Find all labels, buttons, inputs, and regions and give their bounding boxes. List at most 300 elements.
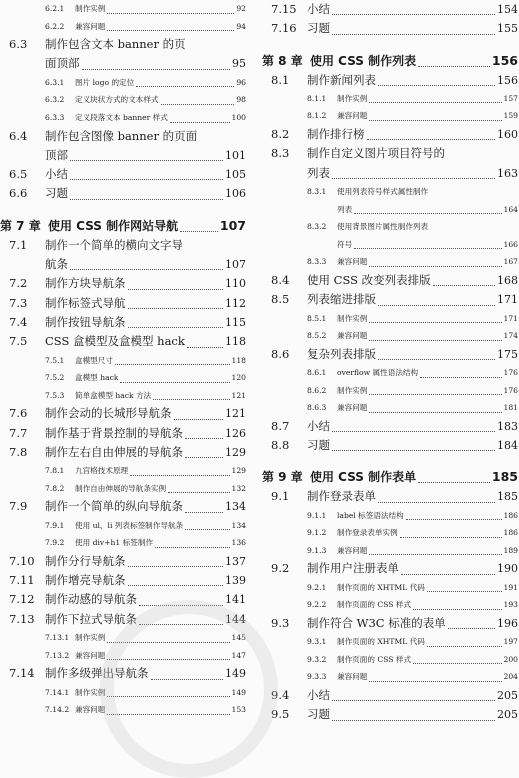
page-number: 156	[491, 52, 518, 68]
entry-title: 制作页面的 XHTML 代码	[337, 637, 425, 647]
toc-section-entry[interactable]	[0, 313, 246, 332]
toc-sub-entry[interactable]	[0, 647, 246, 665]
toc-section-entry[interactable]	[0, 610, 246, 629]
page-number: 159	[503, 111, 518, 121]
dot-leader	[136, 86, 234, 87]
dot-leader	[107, 659, 229, 660]
page-number: 92	[236, 4, 246, 13]
entry-title: 制作一个简单的横向文字导	[45, 237, 183, 252]
entry-title: 制作下拉式导航条	[45, 611, 137, 626]
dot-leader	[107, 714, 229, 715]
entry-title: 复杂列表排版	[307, 346, 376, 361]
toc-section-entry[interactable]	[262, 436, 518, 455]
entry-title: 兼容问题	[337, 545, 368, 555]
page-number: 126	[225, 426, 246, 440]
entry-number: 7.15	[271, 2, 297, 16]
dot-leader	[70, 269, 223, 270]
page-number: 95	[232, 57, 246, 71]
entry-title: 简单盒模型 hack 方法	[75, 390, 152, 400]
entry-title: 制作包含文本 banner 的页	[45, 37, 186, 52]
toc-section-entry[interactable]	[0, 35, 246, 54]
entry-number: 6.2.1	[45, 4, 65, 13]
entry-number: 6.3.1	[45, 77, 65, 87]
dot-leader	[418, 482, 490, 483]
toc-sub-entry[interactable]	[262, 596, 518, 614]
entry-number: 9.5	[271, 707, 290, 722]
page-number: 184	[497, 439, 518, 453]
page-number: 176	[503, 385, 518, 395]
toc-section-entry[interactable]	[262, 686, 518, 705]
toc-sub-entry[interactable]	[262, 651, 518, 669]
entry-title: 制作实例	[337, 93, 368, 103]
entry-title: 制作左右自由伸展的导航条	[45, 444, 183, 459]
dot-leader	[401, 574, 495, 575]
entry-number: 6.3	[9, 37, 28, 52]
page-number: 98	[236, 95, 246, 105]
entry-number: 8.3	[271, 146, 290, 161]
dot-leader	[128, 289, 224, 290]
entry-number: 8.3.2	[307, 222, 327, 232]
toc-sub-entry[interactable]	[262, 201, 518, 219]
entry-title: 制作增亮导航条	[45, 573, 126, 588]
entry-number: 6.3.2	[45, 95, 65, 105]
page-number: 107	[225, 258, 246, 272]
entry-title: 盒模型 hack	[75, 373, 119, 383]
toc-section-entry[interactable]	[0, 332, 246, 351]
entry-number: 9.1	[271, 489, 290, 504]
toc-sub-entry[interactable]	[262, 364, 518, 382]
entry-title: 制作实例	[337, 385, 368, 395]
dot-leader	[367, 139, 496, 140]
page-number: 112	[225, 296, 246, 310]
dot-leader	[369, 394, 501, 395]
page-number: 137	[225, 554, 246, 568]
toc-section-entry[interactable]	[262, 559, 518, 578]
toc-section-entry[interactable]	[0, 274, 246, 293]
page-number: 205	[497, 708, 518, 722]
dot-leader	[128, 327, 224, 328]
toc-column-right	[262, 0, 518, 725]
entry-title: 制作基于背景控制的导航条	[45, 425, 183, 440]
page-number: 105	[225, 168, 246, 182]
entry-number: 8.3.3	[307, 257, 327, 267]
toc-sub-entry[interactable]	[0, 701, 246, 719]
entry-title: 使用 div+h1 标签制作	[75, 538, 154, 548]
dot-leader	[170, 122, 230, 123]
dot-leader	[406, 519, 502, 520]
entry-title: 使用列表符号样式属性制作	[337, 186, 429, 196]
page-number: 118	[225, 335, 246, 349]
page-number: 156	[497, 73, 518, 87]
toc-sub-entry[interactable]	[0, 629, 246, 647]
toc-section-entry[interactable]	[0, 404, 246, 423]
dot-leader	[139, 605, 223, 606]
toc-section-entry[interactable]	[262, 614, 518, 633]
entry-title: 定义块状方式的文本样式	[75, 95, 159, 105]
entry-title: CSS 盒模型及盒模型 hack	[45, 334, 185, 349]
entry-number: 8.7	[271, 418, 290, 433]
dot-leader	[107, 13, 234, 14]
dot-leader	[155, 547, 229, 548]
entry-title: 使用 CSS 制作表单	[310, 470, 417, 485]
dot-leader	[174, 419, 224, 420]
entry-title: 制作实例	[75, 4, 106, 13]
toc-sub-entry[interactable]	[262, 183, 518, 201]
toc-sub-entry[interactable]	[262, 524, 518, 542]
toc-section-entry[interactable]	[262, 19, 518, 38]
dot-leader	[332, 450, 495, 451]
page-number: 186	[503, 528, 518, 538]
dot-leader	[70, 199, 223, 200]
page-number: 197	[503, 637, 518, 647]
toc-column-left	[0, 0, 246, 719]
dot-leader	[70, 160, 223, 161]
chapter-spacer	[262, 455, 518, 467]
toc-sub-entry[interactable]	[0, 462, 246, 480]
dot-leader	[400, 537, 502, 538]
entry-title: 制作动感的导航条	[45, 592, 137, 607]
dot-leader	[180, 231, 218, 232]
dot-leader	[418, 66, 490, 67]
toc-sub-entry[interactable]	[262, 399, 518, 417]
entry-number: 7.9.1	[45, 520, 65, 530]
entry-title: 兼容问题	[337, 257, 368, 267]
entry-title: 制作按钮导航条	[45, 314, 126, 329]
toc-sub-entry[interactable]	[0, 74, 246, 92]
page-number: 147	[231, 650, 246, 660]
dot-leader	[369, 322, 501, 323]
entry-number: 7.7	[9, 425, 28, 440]
entry-number: 9.2.2	[307, 600, 327, 610]
dot-leader	[151, 679, 224, 680]
entry-title: 使用 CSS 制作列表	[310, 53, 417, 68]
toc-sub-entry[interactable]	[0, 480, 246, 498]
dot-leader	[70, 179, 223, 180]
entry-number: 9.1.3	[307, 545, 327, 555]
entry-number: 第 7 章	[0, 218, 41, 233]
dot-leader	[420, 377, 501, 378]
entry-number: 7.8	[9, 444, 28, 459]
entry-number: 8.3.1	[307, 186, 327, 196]
toc-sub-entry[interactable]	[262, 507, 518, 525]
toc-chapter-entry[interactable]	[262, 51, 518, 71]
toc-section-entry[interactable]	[0, 443, 246, 462]
toc-section-entry[interactable]	[0, 236, 246, 255]
toc-section-entry[interactable]	[262, 487, 518, 506]
entry-title: 制作标签式导航	[45, 295, 126, 310]
entry-number: 7.5	[9, 334, 28, 349]
dot-leader	[185, 438, 223, 439]
toc-section-entry[interactable]	[262, 71, 518, 90]
entry-title: 兼容问题	[75, 650, 106, 660]
toc-sub-entry[interactable]	[0, 0, 246, 18]
entry-number: 6.6	[9, 186, 28, 201]
toc-section-entry[interactable]	[0, 165, 246, 184]
toc-section-entry[interactable]	[262, 271, 518, 290]
dot-leader	[115, 364, 230, 365]
page-number: 185	[497, 490, 518, 504]
page-number: 121	[225, 407, 246, 421]
dot-leader	[369, 554, 501, 555]
page-number: 134	[231, 520, 246, 530]
toc-section-entry[interactable]	[262, 705, 518, 724]
page-number: 191	[503, 582, 518, 592]
entry-title: 习题	[45, 186, 68, 201]
page-number: 155	[497, 22, 518, 36]
toc-sub-entry[interactable]	[262, 236, 518, 254]
page-number: 94	[236, 21, 246, 31]
entry-number: 9.1.1	[307, 510, 327, 520]
entry-title: 面顶部	[45, 56, 80, 71]
toc-sub-entry[interactable]	[262, 218, 518, 236]
entry-number: 7.12	[9, 592, 35, 607]
entry-number: 7.14.1	[45, 687, 70, 697]
dot-leader	[427, 591, 502, 592]
dot-leader	[82, 69, 231, 70]
entry-number: 8.1.1	[307, 93, 327, 103]
entry-title: 制作实例	[75, 633, 106, 643]
toc-sub-entry[interactable]	[262, 633, 518, 651]
entry-number: 8.6.2	[307, 385, 327, 395]
entry-number: 第 8 章	[262, 53, 303, 68]
page-number: 174	[503, 331, 518, 341]
page-number: 149	[231, 687, 246, 697]
page-number: 129	[231, 466, 246, 476]
entry-title: 兼容问题	[337, 111, 368, 121]
entry-title: 制作页面的 CSS 样式	[337, 600, 412, 610]
dot-leader	[378, 359, 495, 360]
entry-title: 制作自由伸展的导航条实例	[75, 483, 167, 493]
toc-section-entry[interactable]	[0, 255, 246, 274]
page-number: 120	[231, 373, 246, 383]
page-number: 200	[503, 654, 518, 664]
toc-sub-entry[interactable]	[0, 534, 246, 552]
toc-sub-entry[interactable]	[0, 352, 246, 370]
toc-chapter-entry[interactable]	[262, 467, 518, 487]
entry-title: 兼容问题	[337, 403, 368, 413]
entry-title: 习题	[307, 21, 330, 36]
entry-number: 7.9.2	[45, 538, 65, 548]
page-number: 141	[225, 593, 246, 607]
toc-section-entry[interactable]	[0, 497, 246, 516]
page-number: 121	[231, 390, 246, 400]
entry-title: 兼容问题	[337, 331, 368, 341]
toc-sub-entry[interactable]	[0, 517, 246, 535]
dot-leader	[185, 512, 223, 513]
entry-number: 7.6	[9, 406, 28, 421]
page-number: 115	[225, 315, 246, 329]
dot-leader	[187, 347, 223, 348]
page-number: 132	[231, 483, 246, 493]
entry-title: 顶部	[45, 147, 68, 162]
page-number: 168	[497, 273, 518, 287]
entry-number: 7.3	[9, 295, 28, 310]
page-number: 101	[225, 148, 246, 162]
entry-number: 8.5.2	[307, 331, 327, 341]
entry-number: 9.3.3	[307, 672, 327, 682]
dot-leader	[128, 566, 224, 567]
entry-number: 7.13.2	[45, 650, 70, 660]
entry-number: 8.5.1	[307, 313, 327, 323]
entry-number: 7.14	[9, 666, 35, 681]
page-number: 181	[503, 403, 518, 413]
toc-sub-entry[interactable]	[0, 369, 246, 387]
entry-number: 9.3.1	[307, 637, 327, 647]
dot-leader	[185, 457, 223, 458]
entry-title: 制作一个简单的纵向导航条	[45, 499, 183, 514]
toc-sub-entry[interactable]	[262, 579, 518, 597]
toc-sub-entry[interactable]	[262, 382, 518, 400]
entry-title: 制作方块导航条	[45, 276, 126, 291]
entry-title: 兼容问题	[75, 705, 106, 715]
entry-title: 习题	[307, 707, 330, 722]
entry-number: 7.14.2	[45, 705, 70, 715]
entry-title: 定义段落文本 banner 样式	[75, 112, 168, 122]
toc-sub-entry[interactable]	[262, 253, 518, 271]
entry-number: 9.4	[271, 688, 290, 703]
entry-title: overflow 属性语法结构	[337, 368, 419, 378]
toc-sub-entry[interactable]	[0, 109, 246, 127]
toc-section-entry[interactable]	[0, 571, 246, 590]
toc-section-entry[interactable]	[0, 54, 246, 73]
entry-title: 使用 CSS 制作网站导航	[48, 218, 179, 233]
entry-title: 制作多级弹出导航条	[45, 666, 149, 681]
entry-number: 8.8	[271, 438, 290, 453]
toc-sub-entry[interactable]	[262, 107, 518, 125]
page-number: 175	[497, 347, 518, 361]
page-number: 176	[503, 368, 518, 378]
entry-title: 制作会动的长城形导航条	[45, 406, 172, 421]
entry-number: 6.4	[9, 128, 28, 143]
entry-title: 习题	[307, 438, 330, 453]
entry-number: 9.3	[271, 615, 290, 630]
dot-leader	[139, 624, 223, 625]
toc-section-entry[interactable]	[0, 552, 246, 571]
entry-title: 列表缩进排版	[307, 292, 376, 307]
page-number: 139	[225, 574, 246, 588]
dot-leader	[107, 696, 229, 697]
entry-title: 制作分行导航条	[45, 553, 126, 568]
toc-sub-entry[interactable]	[262, 310, 518, 328]
toc-sub-entry[interactable]	[0, 387, 246, 405]
dot-leader	[369, 681, 501, 682]
toc-section-entry[interactable]	[0, 184, 246, 203]
toc-sub-entry[interactable]	[262, 542, 518, 560]
toc-sub-entry[interactable]	[262, 327, 518, 345]
toc-section-entry[interactable]	[0, 664, 246, 683]
entry-number: 7.13.1	[45, 633, 70, 643]
toc-section-entry[interactable]	[0, 127, 246, 146]
toc-section-entry[interactable]	[262, 345, 518, 364]
entry-title: 制作新闻列表	[307, 72, 376, 87]
page-number: 145	[231, 633, 246, 643]
toc-sub-entry[interactable]	[0, 18, 246, 36]
page-number: 204	[503, 672, 518, 682]
entry-number: 7.2	[9, 276, 28, 291]
dot-leader	[354, 213, 501, 214]
toc-section-entry[interactable]	[0, 294, 246, 313]
page-number: 205	[497, 689, 518, 703]
page-number: 167	[503, 257, 518, 267]
page-number: 196	[497, 616, 518, 630]
entry-number: 9.3.2	[307, 654, 327, 664]
dot-leader	[153, 399, 229, 400]
page-number: 107	[219, 217, 246, 233]
entry-title: 制作用户注册表单	[307, 561, 399, 576]
toc-sub-entry[interactable]	[262, 90, 518, 108]
entry-number: 7.13	[9, 611, 35, 626]
page-number: 110	[225, 277, 246, 291]
chapter-spacer	[262, 39, 518, 51]
dot-leader	[369, 266, 501, 267]
entry-number: 7.11	[9, 573, 35, 588]
entry-title: 使用 CSS 改变列表排版	[307, 272, 431, 287]
dot-leader	[185, 529, 229, 530]
entry-title: 九宫格技术原理	[75, 466, 129, 476]
chapter-spacer	[0, 204, 246, 216]
entry-title: 制作登录表单实例	[337, 528, 398, 538]
toc-section-entry[interactable]	[262, 417, 518, 436]
dot-leader	[369, 120, 501, 121]
entry-title: 小结	[307, 418, 330, 433]
entry-number: 8.6.3	[307, 403, 327, 413]
toc-section-entry[interactable]	[262, 164, 518, 183]
dot-leader	[378, 502, 495, 503]
dot-leader	[413, 609, 501, 610]
entry-number: 7.8.1	[45, 466, 65, 476]
toc-section-entry[interactable]	[262, 144, 518, 163]
toc-section-entry[interactable]	[0, 146, 246, 165]
toc-section-entry[interactable]	[262, 125, 518, 144]
dot-leader	[369, 102, 501, 103]
page-number: 186	[503, 510, 518, 520]
entry-number: 7.1	[9, 237, 28, 252]
toc-section-entry[interactable]	[262, 290, 518, 309]
toc-chapter-entry[interactable]	[0, 216, 246, 236]
entry-title: 航条	[45, 257, 68, 272]
toc-section-entry[interactable]	[0, 424, 246, 443]
entry-number: 9.1.2	[307, 528, 327, 538]
dot-leader	[332, 14, 495, 15]
entry-number: 7.5.2	[45, 373, 65, 383]
dot-leader	[413, 663, 501, 664]
entry-number: 7.5.1	[45, 355, 65, 365]
page-number: 96	[236, 77, 246, 87]
toc-section-entry[interactable]	[0, 590, 246, 609]
entry-title: 制作实例	[75, 687, 106, 697]
entry-number: 8.5	[271, 292, 290, 307]
entry-number: 7.8.2	[45, 483, 65, 493]
toc-section-entry[interactable]	[262, 0, 518, 19]
toc-sub-entry[interactable]	[262, 668, 518, 686]
dot-leader	[128, 308, 224, 309]
dot-leader	[354, 248, 501, 249]
page-number: 157	[503, 93, 518, 103]
dot-leader	[168, 492, 229, 493]
entry-number: 7.4	[9, 314, 28, 329]
page-number: 149	[225, 667, 246, 681]
toc-sub-entry[interactable]	[0, 684, 246, 702]
dot-leader	[107, 642, 229, 643]
toc-sub-entry[interactable]	[0, 91, 246, 109]
dot-leader	[120, 382, 229, 383]
page-number: 183	[497, 419, 518, 433]
page-number: 106	[225, 187, 246, 201]
entry-number: 6.2.2	[45, 21, 65, 31]
page-number: 154	[497, 3, 518, 16]
page-number: 134	[225, 500, 246, 514]
entry-number: 8.6	[271, 346, 290, 361]
